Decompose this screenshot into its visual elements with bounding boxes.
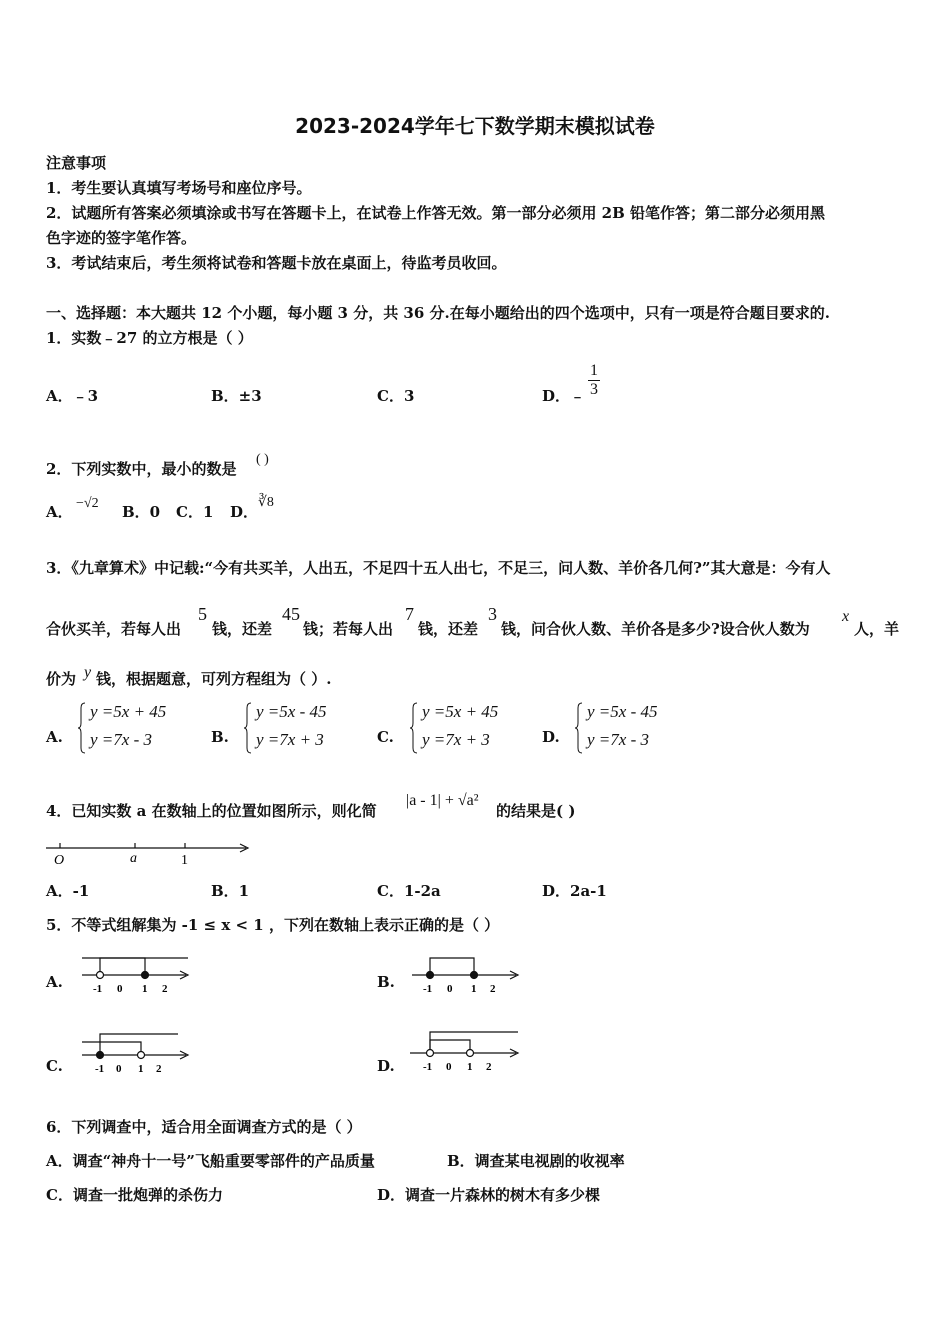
hollow-point xyxy=(138,1052,145,1059)
q4-label-a: a xyxy=(130,851,137,866)
tick-label: -1 xyxy=(95,1063,105,1075)
q3-line2-part4: 钱，还差 xyxy=(418,620,479,638)
q3-var-y: y xyxy=(84,664,92,681)
q1-option-b: B．±3 xyxy=(211,387,262,405)
q1-option-d: D．﹣ xyxy=(542,387,586,405)
q5-option-c-number-line xyxy=(80,1030,195,1076)
q5-option-b-label: B. xyxy=(377,973,395,991)
q3-line1: 3．《九章算术》中记载:“今有共买羊，人出五，不足四十五人出七，不足三，问人数、羊价各几何?”其大意是：今有人 xyxy=(46,559,831,577)
q3-line2-part6: 人，羊 xyxy=(854,620,900,638)
note-item-3: 3．考试结束后，考生须将试卷和答题卡放在桌面上，待监考员收回。 xyxy=(46,254,507,272)
q2-stem: 2．下列实数中，最小的数是 xyxy=(46,460,237,478)
tick-label: 2 xyxy=(156,1063,162,1075)
interval-bracket xyxy=(430,1040,470,1053)
brace-icon xyxy=(410,702,418,754)
q3-option-c-eq1: y =5x + 45 xyxy=(422,702,499,721)
tick-label: 1 xyxy=(471,983,477,995)
tick-label: 1 xyxy=(142,983,148,995)
q2-paren: ( ) xyxy=(256,452,269,467)
solid-point xyxy=(97,1052,104,1059)
q3-option-d-eq2: y =7x - 3 xyxy=(587,730,649,749)
q4-option-a: A．-1 xyxy=(46,882,90,900)
q5-option-b-number-line xyxy=(410,950,525,996)
brace-icon xyxy=(244,702,252,754)
tick-label: -1 xyxy=(423,983,433,995)
q2-option-c: C．1 xyxy=(176,503,214,521)
q3-option-b-eq1: y =5x - 45 xyxy=(256,702,327,721)
solid-point xyxy=(427,972,434,979)
q1-stem: 1．实数﹣27 的立方根是（ ） xyxy=(46,329,253,347)
q2-option-a-expr: −√2 xyxy=(76,496,99,511)
q2-option-d: D． xyxy=(230,503,259,521)
hollow-point xyxy=(467,1050,474,1057)
q4-option-c: C．1-2a xyxy=(377,882,441,900)
note-item-2: 2．试题所有答案必须填涂或书写在答题卡上，在试卷上作答无效。第一部分必须用 2B 铅笔作答；第二部分必须用黑 xyxy=(46,204,826,222)
tick-label: 1 xyxy=(467,1061,473,1073)
tick-label: 2 xyxy=(162,983,168,995)
q3-var-x: x xyxy=(842,608,850,625)
q3-line2-part1: 合伙买羊，若每人出 xyxy=(46,620,182,638)
q6-stem: 6．下列调查中，适合用全面调查方式的是（ ） xyxy=(46,1118,362,1136)
q3-option-d-system xyxy=(575,702,695,756)
notes-heading: 注意事项 xyxy=(46,154,107,172)
q5-stem: 5．不等式组解集为 -1 ≤ x < 1 ，下列在数轴上表示正确的是（ ） xyxy=(46,916,500,934)
q4-label-o: O xyxy=(54,853,65,868)
tick-label: 2 xyxy=(486,1061,492,1073)
solid-point xyxy=(471,972,478,979)
note-item-2-cont: 色字迹的签字笔作答。 xyxy=(46,229,197,247)
q5-option-a-label: A. xyxy=(46,973,63,991)
q1-option-c: C．3 xyxy=(377,387,415,405)
interval-bracket xyxy=(430,958,474,975)
q3-option-a-system xyxy=(78,702,198,756)
tick-label: 0 xyxy=(446,1061,452,1073)
q3-option-b-system xyxy=(244,702,364,756)
ray-right-point xyxy=(82,1042,141,1055)
q5-option-a-number-line xyxy=(80,950,195,996)
q4-stem-part2: 的结果是( ) xyxy=(496,802,576,820)
q3-option-a-eq2: y =7x - 3 xyxy=(90,730,152,749)
tick-label: 0 xyxy=(447,983,453,995)
q4-label-1: 1 xyxy=(181,853,188,868)
tick-label: 0 xyxy=(117,983,123,995)
page-title: 2023-2024学年七下数学期末模拟试卷 xyxy=(295,114,655,138)
q3-num-3: 3 xyxy=(488,604,497,624)
tick-label: 2 xyxy=(490,983,496,995)
q2-option-b: B．0 xyxy=(122,503,161,521)
hollow-point xyxy=(427,1050,434,1057)
tick-label: -1 xyxy=(93,983,103,995)
q3-option-d-eq1: y =5x - 45 xyxy=(587,702,658,721)
q5-option-d-label: D. xyxy=(377,1057,395,1075)
q6-option-a: A．调查“神舟十一号”飞船重要零部件的产品质量 xyxy=(46,1152,375,1170)
q5-option-c-label: C. xyxy=(46,1057,63,1075)
q3-line3-part2: 钱，根据题意，可列方程组为（ ）. xyxy=(96,670,332,688)
q5-option-d-number-line xyxy=(408,1028,526,1074)
ray-left-point xyxy=(430,1032,518,1053)
q3-option-c-system xyxy=(410,702,530,756)
section-heading: 一、选择题：本大题共 12 个小题，每小题 3 分，共 36 分.在每小题给出的四个选项中，只有一项是符合题目要求的. xyxy=(46,304,830,322)
q4-option-b: B．1 xyxy=(211,882,250,900)
q3-option-c-eq2: y =7x + 3 xyxy=(422,730,490,749)
q4-expression: |a - 1| + √a² xyxy=(406,792,479,809)
tick-label: 1 xyxy=(138,1063,144,1075)
q3-num-45: 45 xyxy=(282,604,300,624)
q4-number-line xyxy=(44,838,256,868)
q3-option-b-eq2: y =7x + 3 xyxy=(256,730,324,749)
q3-line2-part2: 钱，还差 xyxy=(212,620,273,638)
q3-num-5: 5 xyxy=(198,604,207,624)
hollow-point xyxy=(97,972,104,979)
q2-option-d-expr: ∛8 xyxy=(258,495,274,510)
brace-icon xyxy=(78,702,86,754)
q3-option-a-eq1: y =5x + 45 xyxy=(90,702,167,721)
q3-option-a-label: A. xyxy=(46,728,63,746)
q3-option-b-label: B. xyxy=(211,728,229,746)
q6-option-c: C．调查一批炮弹的杀伤力 xyxy=(46,1186,223,1204)
q4-stem-part1: 4．已知实数 a 在数轴上的位置如图所示，则化简 xyxy=(46,802,377,820)
q3-num-7: 7 xyxy=(405,604,414,624)
brace-icon xyxy=(575,702,583,754)
q3-line3-part1: 价为 xyxy=(46,670,77,688)
solid-point xyxy=(142,972,149,979)
q2-option-a: A． xyxy=(46,503,73,521)
tick-label: 0 xyxy=(116,1063,122,1075)
q1-option-a: A．﹣3 xyxy=(46,387,99,405)
q3-line2-part3: 钱；若每人出 xyxy=(303,620,394,638)
q4-option-d: D．2a-1 xyxy=(542,882,607,900)
q3-line2-part5: 钱，问合伙人数、羊价各是多少?设合伙人数为 xyxy=(501,620,810,638)
q3-option-d-label: D. xyxy=(542,728,560,746)
tick-label: -1 xyxy=(423,1061,433,1073)
q1-fraction: $\frac{1}{3}$ xyxy=(590,362,598,398)
q6-option-d: D．调查一片森林的树木有多少棵 xyxy=(377,1186,601,1204)
note-item-1: 1．考生要认真填写考场号和座位序号。 xyxy=(46,179,312,197)
ray-right-point xyxy=(82,958,145,975)
q6-option-b: B．调查某电视剧的收视率 xyxy=(447,1152,625,1170)
q3-option-c-label: C. xyxy=(377,728,394,746)
